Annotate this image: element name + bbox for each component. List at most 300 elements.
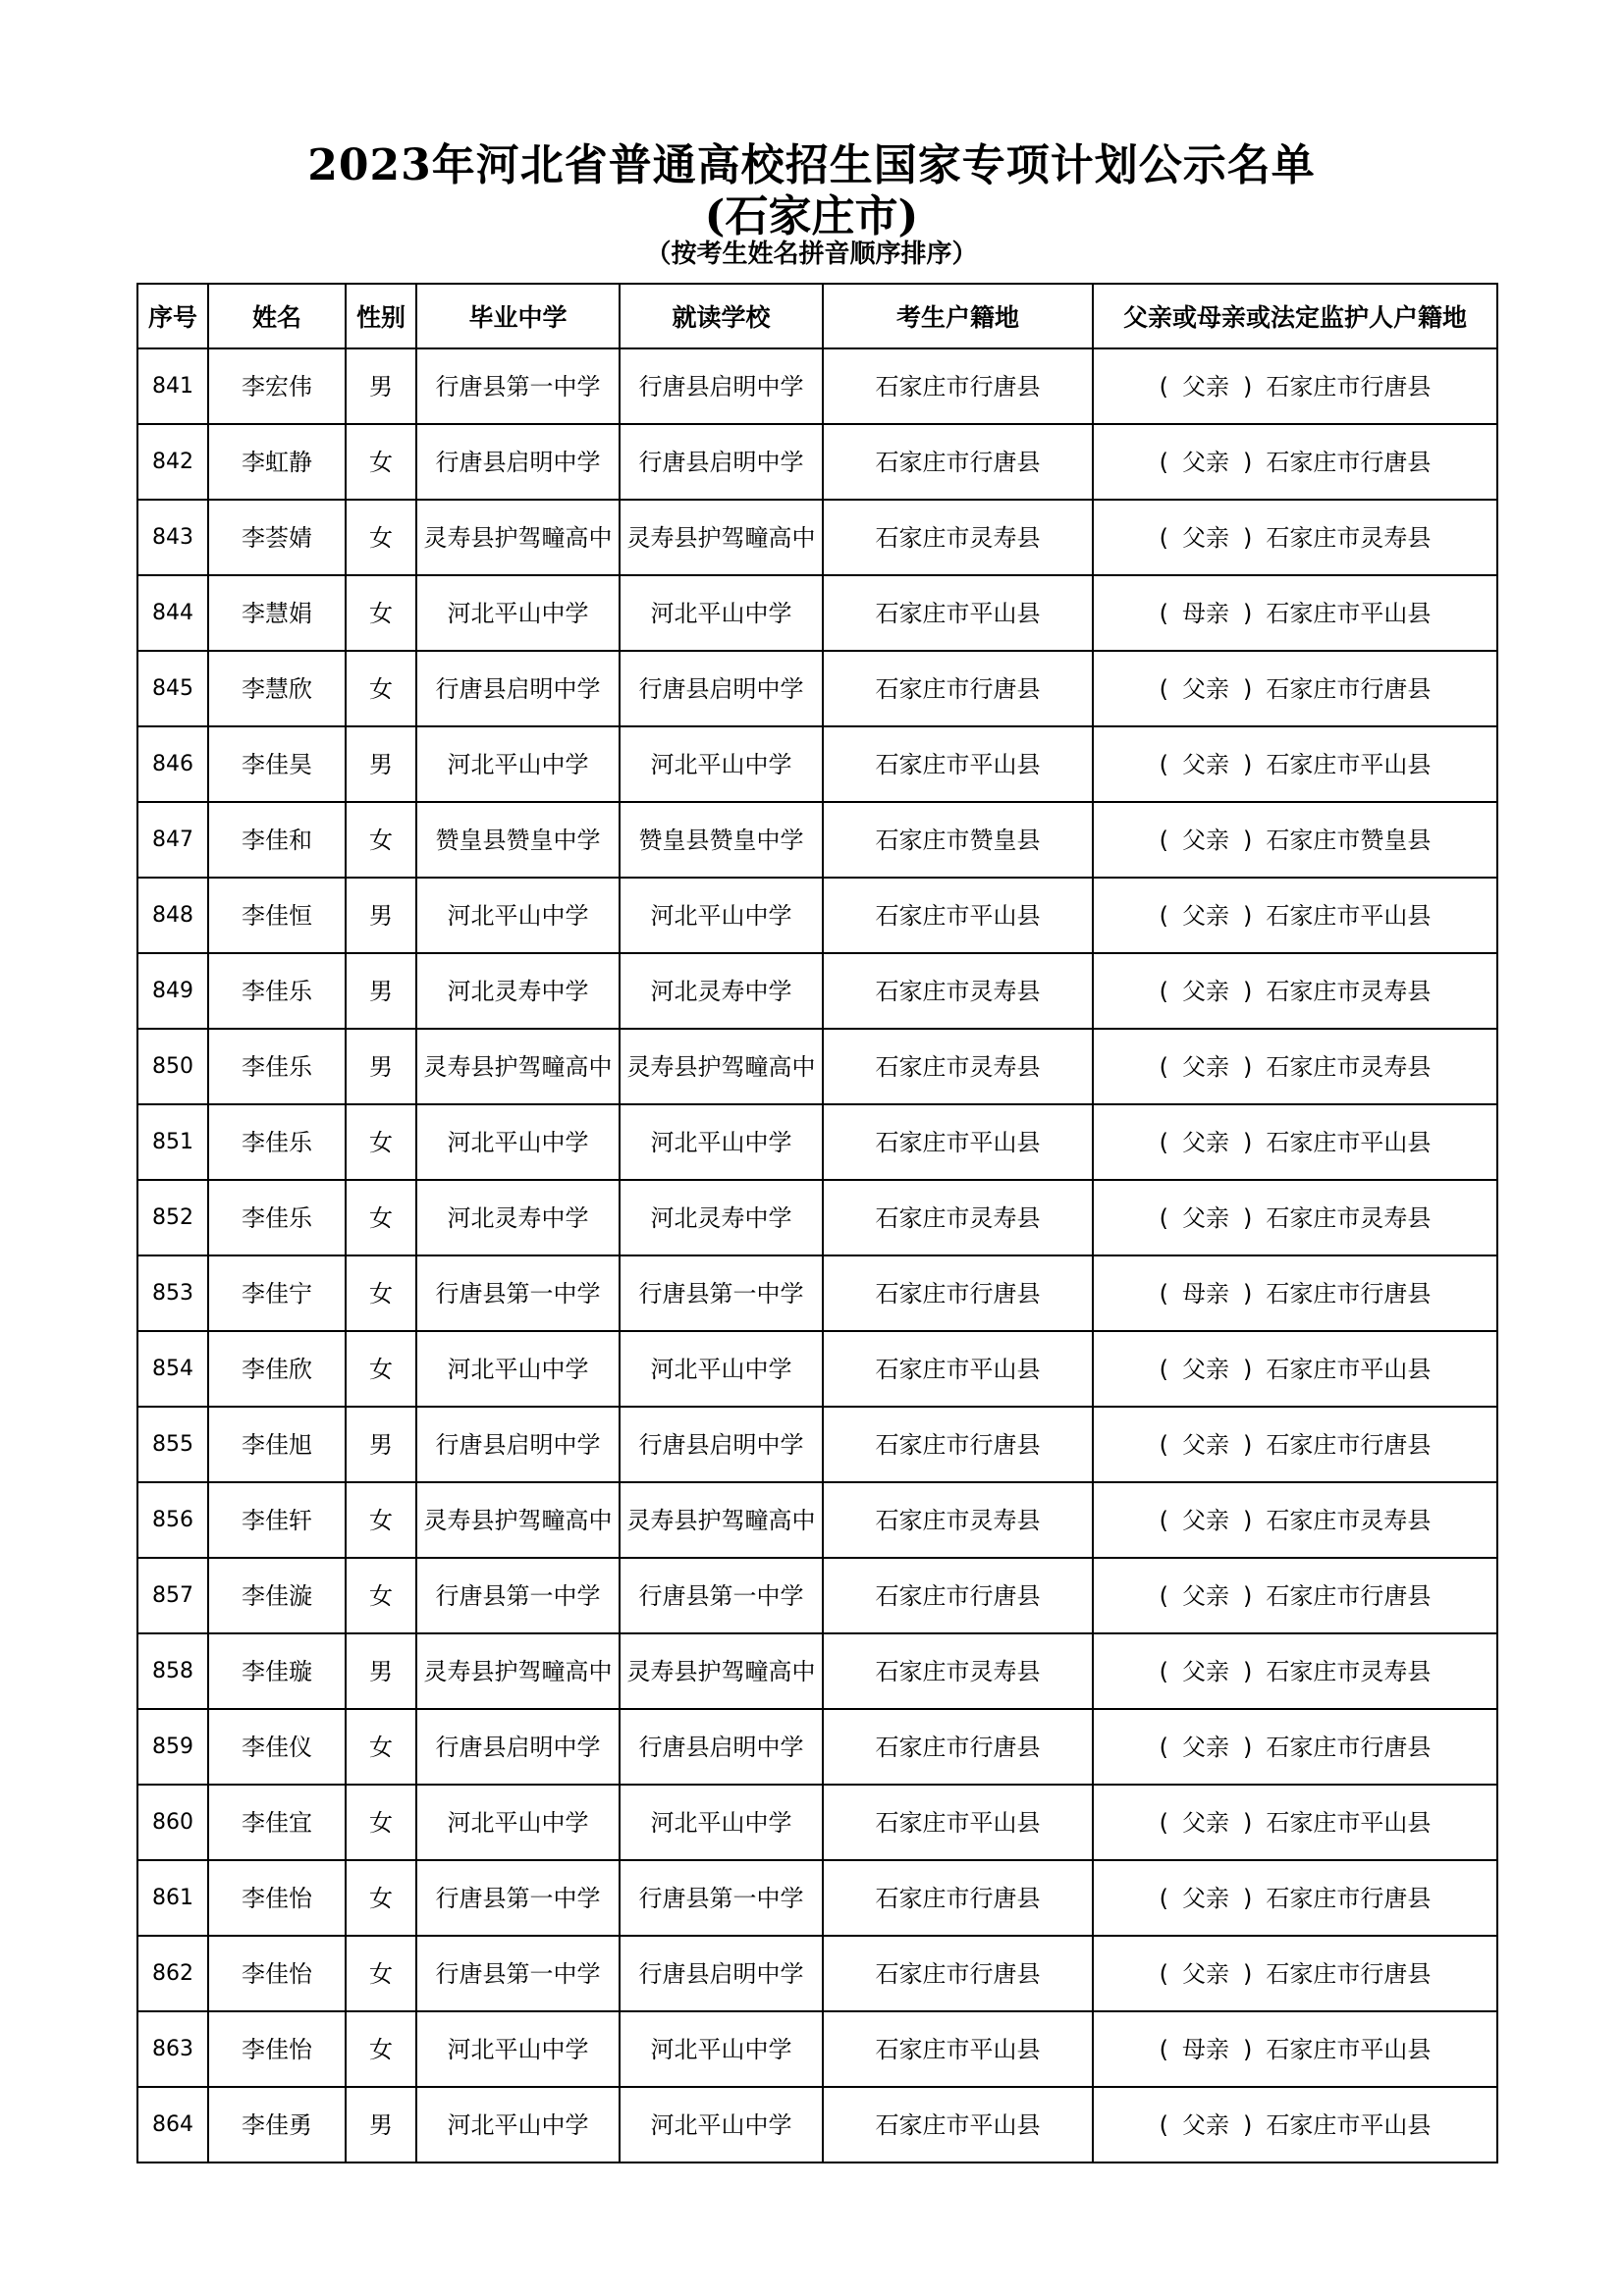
parent-relation: 父亲: [1182, 1052, 1229, 1081]
current-school: 河北平山中学: [620, 1785, 823, 1860]
student-sex: 女: [346, 1255, 416, 1331]
close-paren: ): [1243, 901, 1253, 930]
current-school: 行唐县启明中学: [620, 424, 823, 500]
row-number: 846: [137, 726, 208, 802]
student-hukou: 石家庄市行唐县: [823, 1936, 1093, 2011]
parent-location: 石家庄市行唐县: [1266, 1959, 1432, 1988]
parent-hukou: [1093, 1407, 1497, 1482]
row-number: 853: [137, 1255, 208, 1331]
parent-relation: 父亲: [1182, 826, 1229, 854]
student-sex: 男: [346, 348, 416, 424]
student-name: 李慧欣: [208, 651, 346, 726]
current-school: 赞皇县赞皇中学: [620, 802, 823, 878]
student-sex: 女: [346, 1180, 416, 1255]
open-paren: (: [1159, 674, 1168, 703]
student-name: 李佳怡: [208, 2011, 346, 2087]
student-sex: 女: [346, 500, 416, 575]
parent-hukou: [1093, 1029, 1497, 1104]
table-row: [137, 651, 1497, 726]
row-number: 851: [137, 1104, 208, 1180]
open-paren: (: [1159, 1733, 1168, 1761]
student-hukou: 石家庄市行唐县: [823, 1860, 1093, 1936]
parent-location: 石家庄市行唐县: [1266, 1581, 1432, 1610]
open-paren: (: [1159, 2110, 1168, 2139]
open-paren: (: [1159, 1052, 1168, 1081]
row-number: 844: [137, 575, 208, 651]
student-sex: 男: [346, 726, 416, 802]
table-row: [137, 1255, 1497, 1331]
graduated-school: 赞皇县赞皇中学: [416, 802, 620, 878]
row-number: 849: [137, 953, 208, 1029]
close-paren: ): [1243, 1581, 1253, 1610]
graduated-school: 行唐县启明中学: [416, 651, 620, 726]
table-row: [137, 1785, 1497, 1860]
parent-relation: 父亲: [1182, 523, 1229, 552]
table-row: [137, 1180, 1497, 1255]
parent-location: 石家庄市行唐县: [1266, 1733, 1432, 1761]
open-paren: (: [1159, 1959, 1168, 1988]
parent-relation: 父亲: [1182, 901, 1229, 930]
student-hukou: 石家庄市赞皇县: [823, 802, 1093, 878]
table-row: [137, 1482, 1497, 1558]
student-name: 李佳旭: [208, 1407, 346, 1482]
table-row: [137, 348, 1497, 424]
parent-relation: 母亲: [1182, 599, 1229, 627]
student-name: 李佳欣: [208, 1331, 346, 1407]
table-row: [137, 953, 1497, 1029]
student-sex: 女: [346, 1558, 416, 1633]
student-hukou: 石家庄市行唐县: [823, 1255, 1093, 1331]
parent-location: 石家庄市灵寿县: [1266, 1203, 1432, 1232]
student-name: 李佳和: [208, 802, 346, 878]
student-hukou: 石家庄市行唐县: [823, 348, 1093, 424]
table-row: [137, 1407, 1497, 1482]
close-paren: ): [1243, 1430, 1253, 1459]
student-name: 李慧娟: [208, 575, 346, 651]
close-paren: ): [1243, 1203, 1253, 1232]
close-paren: ): [1243, 826, 1253, 854]
graduated-school: 灵寿县护驾疃高中: [416, 1633, 620, 1709]
parent-location: 石家庄市行唐县: [1266, 1884, 1432, 1912]
graduated-school: 行唐县第一中学: [416, 1860, 620, 1936]
open-paren: (: [1159, 1884, 1168, 1912]
row-number: 862: [137, 1936, 208, 2011]
table-row: [137, 575, 1497, 651]
student-name: 李佳璇: [208, 1633, 346, 1709]
graduated-school: 行唐县第一中学: [416, 348, 620, 424]
current-school: 行唐县第一中学: [620, 1860, 823, 1936]
student-name: 李佳怡: [208, 1860, 346, 1936]
student-hukou: 石家庄市平山县: [823, 1331, 1093, 1407]
student-hukou: 石家庄市平山县: [823, 1785, 1093, 1860]
open-paren: (: [1159, 599, 1168, 627]
graduated-school: 河北灵寿中学: [416, 1180, 620, 1255]
parent-hukou: [1093, 1936, 1497, 2011]
open-paren: (: [1159, 1581, 1168, 1610]
graduated-school: 行唐县启明中学: [416, 424, 620, 500]
table-row: [137, 1558, 1497, 1633]
open-paren: (: [1159, 2035, 1168, 2063]
current-school: 行唐县第一中学: [620, 1255, 823, 1331]
open-paren: (: [1159, 901, 1168, 930]
parent-hukou: [1093, 424, 1497, 500]
student-sex: 女: [346, 1104, 416, 1180]
student-name: 李佳乐: [208, 1029, 346, 1104]
table-row: [137, 1029, 1497, 1104]
open-paren: (: [1159, 448, 1168, 476]
current-school: 行唐县启明中学: [620, 1407, 823, 1482]
parent-relation: 母亲: [1182, 1279, 1229, 1308]
student-hukou: 石家庄市灵寿县: [823, 953, 1093, 1029]
parent-location: 石家庄市灵寿县: [1266, 1052, 1432, 1081]
current-school: 行唐县启明中学: [620, 1709, 823, 1785]
row-number: 842: [137, 424, 208, 500]
parent-hukou: [1093, 1331, 1497, 1407]
parent-hukou: [1093, 1104, 1497, 1180]
table-row: [137, 2011, 1497, 2087]
open-paren: (: [1159, 1203, 1168, 1232]
close-paren: ): [1243, 977, 1253, 1005]
close-paren: ): [1243, 1128, 1253, 1156]
student-hukou: 石家庄市行唐县: [823, 424, 1093, 500]
graduated-school: 灵寿县护驾疃高中: [416, 1482, 620, 1558]
row-number: 861: [137, 1860, 208, 1936]
parent-hukou: [1093, 1482, 1497, 1558]
parent-location: 石家庄市行唐县: [1266, 674, 1432, 703]
student-hukou: 石家庄市行唐县: [823, 1558, 1093, 1633]
row-number: 859: [137, 1709, 208, 1785]
parent-relation: 父亲: [1182, 1430, 1229, 1459]
parent-location: 石家庄市平山县: [1266, 1128, 1432, 1156]
close-paren: ): [1243, 1884, 1253, 1912]
parent-relation: 父亲: [1182, 1959, 1229, 1988]
graduated-school: 灵寿县护驾疃高中: [416, 500, 620, 575]
parent-hukou: [1093, 575, 1497, 651]
open-paren: (: [1159, 750, 1168, 778]
document-title: 2023年河北省普通高校招生国家专项计划公示名单: [307, 140, 1316, 190]
table-row: [137, 726, 1497, 802]
student-sex: 女: [346, 1709, 416, 1785]
parent-location: 石家庄市行唐县: [1266, 1430, 1432, 1459]
student-name: 李佳昊: [208, 726, 346, 802]
close-paren: ): [1243, 372, 1253, 400]
close-paren: ): [1243, 1506, 1253, 1534]
parent-hukou: [1093, 1255, 1497, 1331]
open-paren: (: [1159, 1128, 1168, 1156]
open-paren: (: [1159, 1657, 1168, 1685]
current-school: 河北平山中学: [620, 2011, 823, 2087]
parent-hukou: [1093, 726, 1497, 802]
parent-relation: 母亲: [1182, 2035, 1229, 2063]
student-sex: 女: [346, 1860, 416, 1936]
student-name: 李佳漩: [208, 1558, 346, 1633]
current-school: 灵寿县护驾疃高中: [620, 1482, 823, 1558]
parent-relation: 父亲: [1182, 1808, 1229, 1837]
row-number: 850: [137, 1029, 208, 1104]
current-school: 河北平山中学: [620, 878, 823, 953]
student-name: 李佳恒: [208, 878, 346, 953]
student-hukou: 石家庄市平山县: [823, 2011, 1093, 2087]
close-paren: ): [1243, 523, 1253, 552]
current-school: 河北平山中学: [620, 575, 823, 651]
parent-location: 石家庄市行唐县: [1266, 1279, 1432, 1308]
open-paren: (: [1159, 826, 1168, 854]
parent-hukou: [1093, 1860, 1497, 1936]
student-sex: 男: [346, 1407, 416, 1482]
row-number: 841: [137, 348, 208, 424]
student-sex: 男: [346, 2087, 416, 2163]
student-sex: 女: [346, 1482, 416, 1558]
close-paren: ): [1243, 750, 1253, 778]
parent-relation: 父亲: [1182, 372, 1229, 400]
open-paren: (: [1159, 1279, 1168, 1308]
col-sex-header: 性别: [346, 284, 416, 348]
col-current-school-header: 就读学校: [620, 284, 823, 348]
table-row: [137, 802, 1497, 878]
student-name: 李佳怡: [208, 1936, 346, 2011]
document-subtitle: (石家庄市): [704, 191, 919, 241]
student-name: 李佳乐: [208, 1180, 346, 1255]
close-paren: ): [1243, 1959, 1253, 1988]
graduated-school: 河北平山中学: [416, 726, 620, 802]
parent-hukou: [1093, 500, 1497, 575]
student-name: 李佳乐: [208, 953, 346, 1029]
parent-hukou: [1093, 1785, 1497, 1860]
student-hukou: 石家庄市平山县: [823, 726, 1093, 802]
close-paren: ): [1243, 1052, 1253, 1081]
row-number: 848: [137, 878, 208, 953]
table-row: [137, 500, 1497, 575]
parent-location: 石家庄市行唐县: [1266, 448, 1432, 476]
student-sex: 女: [346, 1331, 416, 1407]
graduated-school: 河北平山中学: [416, 1331, 620, 1407]
graduated-school: 河北平山中学: [416, 575, 620, 651]
table-row: [137, 1331, 1497, 1407]
graduated-school: 河北平山中学: [416, 1785, 620, 1860]
parent-location: 石家庄市平山县: [1266, 599, 1432, 627]
table-row: [137, 1633, 1497, 1709]
col-parent-hukou-header: 父亲或母亲或法定监护人户籍地: [1093, 284, 1497, 348]
student-hukou: 石家庄市行唐县: [823, 1407, 1093, 1482]
close-paren: ): [1243, 2110, 1253, 2139]
parent-relation: 父亲: [1182, 1355, 1229, 1383]
close-paren: ): [1243, 2035, 1253, 2063]
student-sex: 女: [346, 2011, 416, 2087]
student-sex: 女: [346, 802, 416, 878]
row-number: 856: [137, 1482, 208, 1558]
current-school: 灵寿县护驾疃高中: [620, 1633, 823, 1709]
close-paren: ): [1243, 674, 1253, 703]
col-number-header: 序号: [137, 284, 208, 348]
current-school: 灵寿县护驾疃高中: [620, 500, 823, 575]
student-name: 李佳宜: [208, 1785, 346, 1860]
row-number: 860: [137, 1785, 208, 1860]
current-school: 灵寿县护驾疃高中: [620, 1029, 823, 1104]
student-sex: 女: [346, 575, 416, 651]
parent-relation: 父亲: [1182, 448, 1229, 476]
current-school: 行唐县启明中学: [620, 348, 823, 424]
graduated-school: 行唐县第一中学: [416, 1936, 620, 2011]
table-body: [137, 348, 1497, 2163]
row-number: 857: [137, 1558, 208, 1633]
parent-location: 石家庄市平山县: [1266, 901, 1432, 930]
parent-location: 石家庄市平山县: [1266, 1355, 1432, 1383]
student-hukou: 石家庄市平山县: [823, 878, 1093, 953]
table-row: [137, 1104, 1497, 1180]
row-number: 845: [137, 651, 208, 726]
open-paren: (: [1159, 1430, 1168, 1459]
parent-hukou: [1093, 1180, 1497, 1255]
current-school: 行唐县第一中学: [620, 1558, 823, 1633]
student-sex: 男: [346, 1633, 416, 1709]
student-hukou: 石家庄市灵寿县: [823, 500, 1093, 575]
parent-relation: 父亲: [1182, 2110, 1229, 2139]
row-number: 858: [137, 1633, 208, 1709]
parent-relation: 父亲: [1182, 1203, 1229, 1232]
open-paren: (: [1159, 1808, 1168, 1837]
sort-note: （按考生姓名拼音顺序排序）: [645, 240, 978, 269]
table-row: [137, 2087, 1497, 2163]
parent-hukou: [1093, 1633, 1497, 1709]
student-hukou: 石家庄市灵寿县: [823, 1633, 1093, 1709]
current-school: 河北平山中学: [620, 1331, 823, 1407]
row-number: 855: [137, 1407, 208, 1482]
parent-location: 石家庄市灵寿县: [1266, 1506, 1432, 1534]
parent-hukou: [1093, 802, 1497, 878]
open-paren: (: [1159, 1355, 1168, 1383]
parent-hukou: [1093, 2087, 1497, 2163]
current-school: 河北灵寿中学: [620, 1180, 823, 1255]
table-row: [137, 1936, 1497, 2011]
student-hukou: 石家庄市平山县: [823, 1104, 1093, 1180]
parent-relation: 父亲: [1182, 1128, 1229, 1156]
parent-location: 石家庄市灵寿县: [1266, 523, 1432, 552]
parent-location: 石家庄市平山县: [1266, 2035, 1432, 2063]
graduated-school: 河北平山中学: [416, 878, 620, 953]
table-row: [137, 878, 1497, 953]
current-school: 河北平山中学: [620, 2087, 823, 2163]
student-hukou: 石家庄市行唐县: [823, 651, 1093, 726]
parent-hukou: [1093, 348, 1497, 424]
close-paren: ): [1243, 448, 1253, 476]
table-row: [137, 424, 1497, 500]
col-graduated-school-header: 毕业中学: [416, 284, 620, 348]
table-row: [137, 1709, 1497, 1785]
current-school: 河北平山中学: [620, 1104, 823, 1180]
current-school: 河北灵寿中学: [620, 953, 823, 1029]
parent-hukou: [1093, 651, 1497, 726]
parent-relation: 父亲: [1182, 1506, 1229, 1534]
parent-relation: 父亲: [1182, 750, 1229, 778]
parent-location: 石家庄市灵寿县: [1266, 977, 1432, 1005]
student-sex: 女: [346, 1785, 416, 1860]
student-name: 李佳宁: [208, 1255, 346, 1331]
close-paren: ): [1243, 1733, 1253, 1761]
student-hukou: 石家庄市灵寿县: [823, 1029, 1093, 1104]
table-row: [137, 1860, 1497, 1936]
graduated-school: 河北平山中学: [416, 2087, 620, 2163]
graduated-school: 行唐县启明中学: [416, 1709, 620, 1785]
student-hukou: 石家庄市行唐县: [823, 1709, 1093, 1785]
graduated-school: 河北平山中学: [416, 2011, 620, 2087]
student-sex: 男: [346, 878, 416, 953]
student-sex: 女: [346, 1936, 416, 2011]
open-paren: (: [1159, 1506, 1168, 1534]
row-number: 852: [137, 1180, 208, 1255]
student-name: 李荟婧: [208, 500, 346, 575]
graduated-school: 行唐县第一中学: [416, 1255, 620, 1331]
student-sex: 女: [346, 651, 416, 726]
student-name: 李佳乐: [208, 1104, 346, 1180]
parent-location: 石家庄市赞皇县: [1266, 826, 1432, 854]
student-name: 李佳勇: [208, 2087, 346, 2163]
parent-relation: 父亲: [1182, 674, 1229, 703]
student-hukou: 石家庄市平山县: [823, 2087, 1093, 2163]
close-paren: ): [1243, 1279, 1253, 1308]
student-name: 李宏伟: [208, 348, 346, 424]
student-sex: 男: [346, 1029, 416, 1104]
close-paren: ): [1243, 1808, 1253, 1837]
graduated-school: 行唐县启明中学: [416, 1407, 620, 1482]
graduated-school: 河北灵寿中学: [416, 953, 620, 1029]
row-number: 843: [137, 500, 208, 575]
student-name: 李佳仪: [208, 1709, 346, 1785]
current-school: 行唐县启明中学: [620, 651, 823, 726]
parent-relation: 父亲: [1182, 1733, 1229, 1761]
row-number: 863: [137, 2011, 208, 2087]
parent-relation: 父亲: [1182, 1884, 1229, 1912]
admission-list-table: [136, 283, 1498, 2163]
student-name: 李虹静: [208, 424, 346, 500]
close-paren: ): [1243, 599, 1253, 627]
student-name: 李佳轩: [208, 1482, 346, 1558]
open-paren: (: [1159, 372, 1168, 400]
parent-location: 石家庄市行唐县: [1266, 372, 1432, 400]
graduated-school: 行唐县第一中学: [416, 1558, 620, 1633]
student-hukou: 石家庄市平山县: [823, 575, 1093, 651]
student-sex: 男: [346, 953, 416, 1029]
parent-location: 石家庄市平山县: [1266, 750, 1432, 778]
parent-relation: 父亲: [1182, 1581, 1229, 1610]
close-paren: ): [1243, 1355, 1253, 1383]
open-paren: (: [1159, 523, 1168, 552]
graduated-school: 灵寿县护驾疃高中: [416, 1029, 620, 1104]
open-paren: (: [1159, 977, 1168, 1005]
graduated-school: 河北平山中学: [416, 1104, 620, 1180]
row-number: 854: [137, 1331, 208, 1407]
student-sex: 女: [346, 424, 416, 500]
parent-location: 石家庄市平山县: [1266, 1808, 1432, 1837]
parent-location: 石家庄市灵寿县: [1266, 1657, 1432, 1685]
row-number: 864: [137, 2087, 208, 2163]
col-student-hukou-header: 考生户籍地: [823, 284, 1093, 348]
student-hukou: 石家庄市灵寿县: [823, 1482, 1093, 1558]
parent-hukou: [1093, 1558, 1497, 1633]
row-number: 847: [137, 802, 208, 878]
close-paren: ): [1243, 1657, 1253, 1685]
parent-hukou: [1093, 878, 1497, 953]
parent-hukou: [1093, 953, 1497, 1029]
parent-location: 石家庄市平山县: [1266, 2110, 1432, 2139]
parent-relation: 父亲: [1182, 977, 1229, 1005]
parent-hukou: [1093, 2011, 1497, 2087]
current-school: 行唐县启明中学: [620, 1936, 823, 2011]
parent-relation: 父亲: [1182, 1657, 1229, 1685]
parent-hukou: [1093, 1709, 1497, 1785]
current-school: 河北平山中学: [620, 726, 823, 802]
student-hukou: 石家庄市灵寿县: [823, 1180, 1093, 1255]
table-header-row: [137, 284, 1497, 348]
